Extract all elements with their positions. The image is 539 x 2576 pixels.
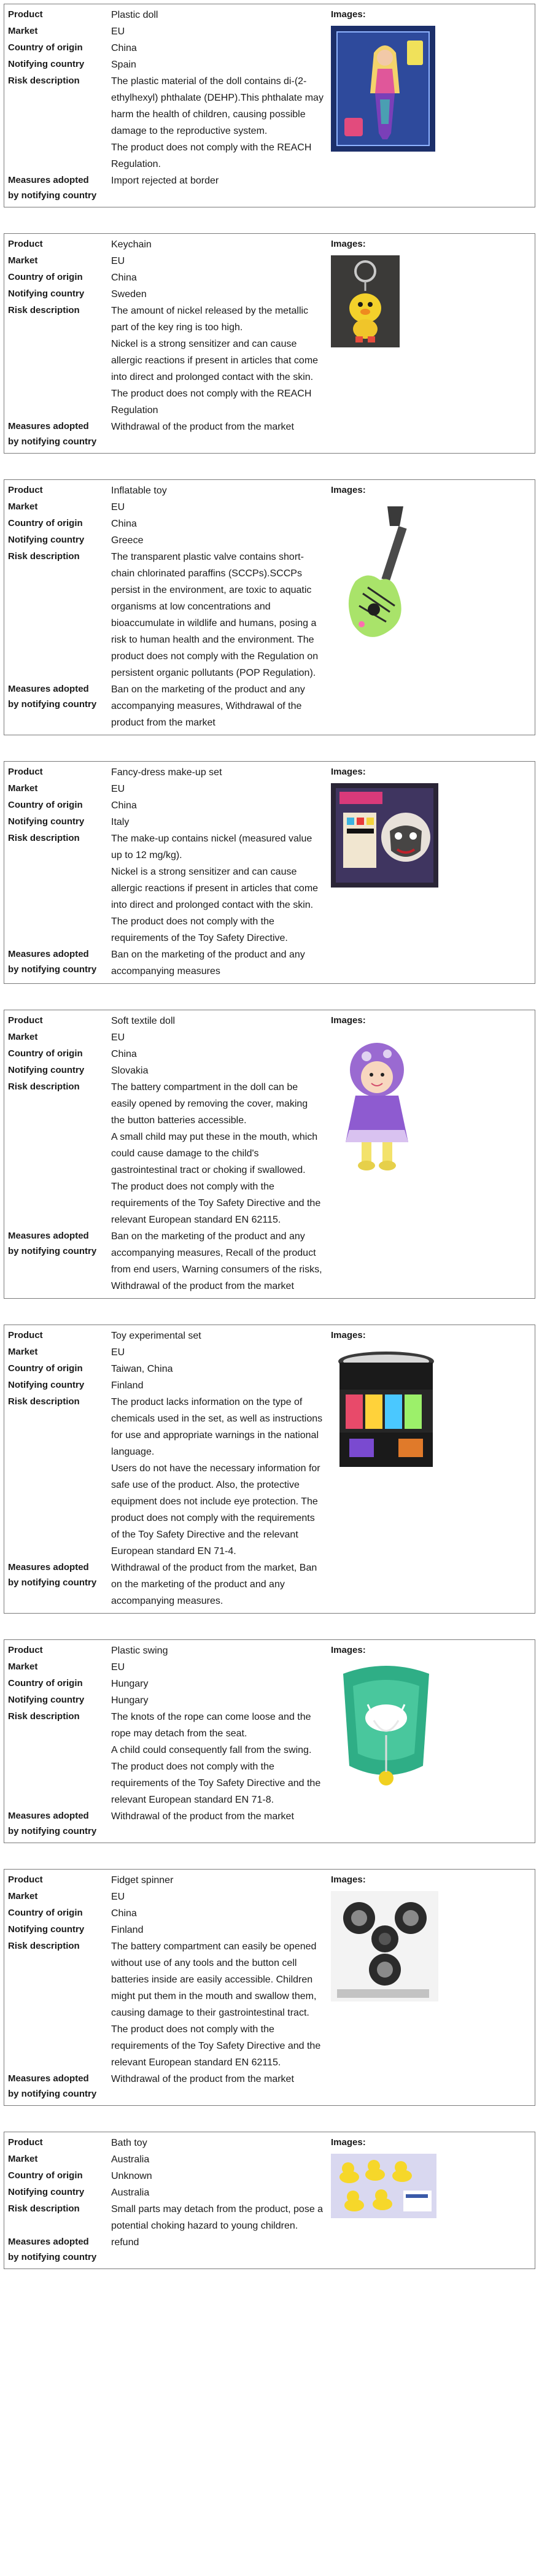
field-label: Notifying country: [8, 1380, 85, 1390]
recall-details: [8, 236, 324, 449]
images-section: [324, 1872, 531, 2102]
images-label: Images:: [331, 767, 366, 777]
field-value: China: [111, 43, 137, 53]
field-value: Withdrawal of the product from the market, Ban on the marketing of the product and any accompanying measures.: [111, 1563, 317, 1606]
field-value: Bath toy: [111, 2138, 147, 2148]
field-row-notifying-country: [8, 286, 324, 303]
field-label: Country of origin: [8, 800, 83, 810]
field-label: Country of origin: [8, 1908, 83, 1918]
field-value: Toy experimental set: [111, 1331, 201, 1341]
images-section: [324, 764, 531, 980]
images-label: Images:: [331, 2137, 366, 2148]
field-label: Product: [8, 1330, 43, 1340]
field-value: Ban on the marketing of the product and any accompanying measures, Recall of the product from end users, Warning consumers of the risks, Withdrawal of the product from the market: [111, 1231, 322, 1291]
field-row-country-of-origin: [8, 1676, 324, 1692]
field-value: Fidget spinner: [111, 1875, 174, 1886]
field-value: EU: [111, 1892, 125, 1902]
field-label: Country of origin: [8, 2170, 83, 2181]
field-label: Country of origin: [8, 518, 83, 528]
field-row-market: [8, 2151, 324, 2168]
keychain-photo: [331, 255, 400, 347]
field-row-measures-adopted-by-notifying-country: [8, 946, 324, 980]
field-row-market: [8, 1889, 324, 1905]
field-label: Product: [8, 1874, 43, 1885]
field-label: Market: [8, 26, 38, 36]
field-label: Risk description: [8, 551, 80, 562]
field-value: Australia: [111, 2187, 150, 2198]
field-label: Market: [8, 501, 38, 512]
field-row-notifying-country: [8, 1922, 324, 1938]
field-value: Import rejected at border: [111, 176, 219, 186]
field-value: Taiwan, China: [111, 1364, 173, 1374]
field-label: Product: [8, 9, 43, 20]
field-value: Withdrawal of the product from the market: [111, 422, 294, 432]
field-row-risk-description: [8, 2201, 324, 2234]
field-label: Measures adopted by notifying country: [8, 175, 97, 201]
recall-card: [4, 1869, 535, 2106]
field-row-measures-adopted-by-notifying-country: [8, 1560, 324, 1609]
images-section: [324, 1013, 531, 1294]
field-row-notifying-country: [8, 532, 324, 549]
recall-details: [8, 764, 324, 980]
field-label: Market: [8, 1347, 38, 1357]
recall-details: [8, 482, 324, 731]
field-value: EU: [111, 502, 125, 512]
field-row-risk-description: [8, 1938, 324, 2071]
field-value: Finland: [111, 1380, 144, 1391]
field-label: Country of origin: [8, 1363, 83, 1374]
field-label: Country of origin: [8, 42, 83, 53]
field-row-country-of-origin: [8, 2168, 324, 2184]
textile-doll-photo: [331, 1032, 423, 1179]
field-value: Greece: [111, 535, 144, 546]
guitar-photo: [331, 501, 423, 649]
product-image: [331, 255, 531, 347]
field-row-measures-adopted-by-notifying-country: [8, 2234, 324, 2265]
recall-details: [8, 1642, 324, 1839]
field-value: China: [111, 1049, 137, 1059]
images-section: [324, 2135, 531, 2265]
field-row-product: [8, 482, 324, 499]
field-label: Product: [8, 1645, 43, 1655]
product-image: [331, 2154, 531, 2218]
field-value: The make-up contains nickel (measured value up to 12 mg/kg). Nickel is a strong sensitizer and can cause allergic reactions if present in articles that come into direct and prolonged contact with the skin. The product does not comply with the requirements of the Toy Safety Directive.: [111, 834, 319, 943]
field-label: Notifying country: [8, 59, 85, 69]
recall-card: [4, 1639, 535, 1843]
field-row-country-of-origin: [8, 269, 324, 286]
field-label: Risk description: [8, 1941, 80, 1951]
field-row-country-of-origin: [8, 1905, 324, 1922]
field-value: Ban on the marketing of the product and any accompanying measures, Withdrawal of the product from the market: [111, 684, 305, 728]
field-label: Country of origin: [8, 272, 83, 282]
field-label: Notifying country: [8, 1695, 85, 1705]
field-value: Soft textile doll: [111, 1016, 176, 1026]
field-label: Risk description: [8, 2203, 80, 2214]
field-row-product: [8, 236, 324, 253]
field-row-risk-description: [8, 73, 324, 172]
recall-card: [4, 761, 535, 984]
field-label: Notifying country: [8, 816, 85, 827]
field-row-risk-description: [8, 1709, 324, 1808]
product-image: [331, 501, 531, 649]
images-section: [324, 236, 531, 449]
field-value: China: [111, 519, 137, 529]
field-row-notifying-country: [8, 1377, 324, 1394]
field-value: The product lacks information on the type of chemicals used in the set, as well as instructions for use and appropriate warnings in the national language. Users do not have the necessary information for safe use of the product. Also, the protective equipment does not include eye protection. The product does not comply with the requirements of the Toy Safety Directive and the relevant European standard EN 71-4.: [111, 1397, 323, 1557]
field-label: Product: [8, 1015, 43, 1026]
images-section: [324, 482, 531, 731]
field-label: Risk description: [8, 1081, 80, 1092]
field-row-product: [8, 764, 324, 781]
field-value: The battery compartment in the doll can be easily opened by removing the cover, making the button batteries accessible. A small child may put these in the mouth, which could cause damage to the child's gastrointestinal tract or choking if swallowed. The product does not comply with the requirements of the Toy Safety Directive and the relevant European standard EN 62115.: [111, 1082, 321, 1225]
recall-card: [4, 1325, 535, 1614]
recall-card: [4, 4, 535, 207]
field-row-notifying-country: [8, 1062, 324, 1079]
field-row-measures-adopted-by-notifying-country: [8, 681, 324, 731]
field-row-measures-adopted-by-notifying-country: [8, 419, 324, 449]
field-row-product: [8, 1328, 324, 1344]
spinner-photo: [331, 1891, 438, 2002]
field-row-market: [8, 1029, 324, 1046]
field-value: refund: [111, 2237, 139, 2248]
field-label: Risk description: [8, 833, 80, 843]
field-row-market: [8, 253, 324, 269]
recall-details: [8, 1328, 324, 1609]
field-label: Product: [8, 239, 43, 249]
field-value: Finland: [111, 1925, 144, 1935]
recall-card: [4, 233, 535, 454]
field-row-measures-adopted-by-notifying-country: [8, 1228, 324, 1294]
field-label: Measures adopted by notifying country: [8, 949, 97, 975]
field-label: Measures adopted by notifying country: [8, 2237, 97, 2262]
field-label: Measures adopted by notifying country: [8, 1562, 97, 1588]
field-row-country-of-origin: [8, 1046, 324, 1062]
field-label: Notifying country: [8, 288, 85, 299]
field-value: Plastic doll: [111, 10, 158, 20]
recall-card: [4, 2132, 535, 2269]
recall-details: [8, 1872, 324, 2102]
field-row-product: [8, 1013, 324, 1029]
field-value: Unknown: [111, 2171, 152, 2181]
product-image: [331, 1347, 531, 1476]
field-label: Product: [8, 2137, 43, 2148]
field-row-product: [8, 1642, 324, 1659]
product-image: [331, 1891, 531, 2002]
field-label: Country of origin: [8, 1048, 83, 1059]
field-value: Keychain: [111, 239, 152, 250]
field-label: Measures adopted by notifying country: [8, 684, 97, 710]
field-row-product: [8, 2135, 324, 2151]
field-label: Notifying country: [8, 1924, 85, 1935]
field-value: Withdrawal of the product from the market: [111, 1811, 294, 1822]
field-row-market: [8, 499, 324, 516]
field-label: Risk description: [8, 75, 80, 86]
field-label: Risk description: [8, 1711, 80, 1722]
field-value: Australia: [111, 2154, 150, 2165]
field-value: Withdrawal of the product from the market: [111, 2074, 294, 2084]
images-label: Images:: [331, 485, 366, 495]
crystal-jar-photo: [331, 1347, 441, 1476]
field-value: Hungary: [111, 1679, 149, 1689]
field-value: China: [111, 800, 137, 811]
doll-photo: [331, 26, 435, 152]
makeup-photo: [331, 783, 438, 888]
field-row-risk-description: [8, 830, 324, 946]
recall-details: [8, 2135, 324, 2265]
field-value: Sweden: [111, 289, 147, 300]
images-label: Images:: [331, 1330, 366, 1340]
field-row-notifying-country: [8, 1692, 324, 1709]
field-value: The transparent plastic valve contains short-chain chlorinated paraffins (SCCPs).SCCPs persist in the environment, are toxic to aquatic organisms at low concentrations and bioaccumulate in wildlife and humans, posing a risk to human health and the environment. The product does not comply with the Regulation on persistent organic pollutants (POP Regulation).: [111, 552, 319, 678]
field-label: Risk description: [8, 1396, 80, 1407]
product-image: [331, 1032, 531, 1179]
field-row-country-of-origin: [8, 516, 324, 532]
field-row-measures-adopted-by-notifying-country: [8, 2071, 324, 2102]
bath-ducks-photo: [331, 2154, 436, 2218]
field-label: Market: [8, 783, 38, 794]
field-value: Inflatable toy: [111, 485, 167, 496]
field-label: Notifying country: [8, 2187, 85, 2197]
field-value: EU: [111, 1347, 125, 1358]
recall-card: [4, 1010, 535, 1299]
field-label: Market: [8, 1661, 38, 1672]
field-label: Product: [8, 767, 43, 777]
field-label: Measures adopted by notifying country: [8, 1811, 97, 1836]
recall-details: [8, 1013, 324, 1294]
product-image: [331, 783, 531, 888]
images-label: Images:: [331, 1015, 366, 1026]
field-label: Risk description: [8, 305, 80, 315]
field-label: Measures adopted by notifying country: [8, 1231, 97, 1256]
field-value: Ban on the marketing of the product and any accompanying measures: [111, 950, 305, 977]
field-row-country-of-origin: [8, 797, 324, 814]
field-row-notifying-country: [8, 2184, 324, 2201]
field-label: Country of origin: [8, 1678, 83, 1688]
field-row-product: [8, 1872, 324, 1889]
field-row-market: [8, 1344, 324, 1361]
field-value: The knots of the rope can come loose and the rope may detach from the seat. A child could consequently fall from the swing. The product does not comply with the requirements of the Toy Safety Directive and the relevant European standard EN 71-8.: [111, 1712, 321, 1805]
field-value: China: [111, 273, 137, 283]
field-value: Fancy-dress make-up set: [111, 767, 222, 778]
images-label: Images:: [331, 9, 366, 20]
field-value: The plastic material of the doll contains di-(2-ethylhexyl) phthalate (DEHP).This phthalate may harm the health of children, causing possible damage to the reproductive system. The product does not comply with the REACH Regulation.: [111, 76, 324, 169]
field-value: EU: [111, 1662, 125, 1673]
field-row-country-of-origin: [8, 40, 324, 56]
field-value: The battery compartment can easily be opened without use of any tools and the button cell batteries inside are easily accessible. Children might put them in the mouth and swallow them, causing damage to their gastrointestinal tract. The product does not comply with the requirements of the Toy Safety Directive and the relevant European standard EN 62115.: [111, 1941, 321, 2068]
field-label: Notifying country: [8, 535, 85, 545]
field-label: Market: [8, 1032, 38, 1042]
images-section: [324, 1328, 531, 1609]
images-section: [324, 1642, 531, 1839]
field-label: Notifying country: [8, 1065, 85, 1075]
field-label: Market: [8, 255, 38, 266]
field-value: Hungary: [111, 1695, 149, 1706]
field-label: Product: [8, 485, 43, 495]
field-row-notifying-country: [8, 56, 324, 73]
field-value: Slovakia: [111, 1066, 149, 1076]
field-row-measures-adopted-by-notifying-country: [8, 1808, 324, 1839]
images-section: [324, 7, 531, 203]
images-label: Images:: [331, 239, 366, 249]
images-label: Images:: [331, 1645, 366, 1655]
field-value: Plastic swing: [111, 1646, 168, 1656]
field-value: The amount of nickel released by the metallic part of the key ring is too high. Nickel is a strong sensitizer and can cause allergic reactions if present in articles that come into direct and prolonged contact with the skin. The product does not comply with the REACH Regulation: [111, 306, 319, 416]
recall-card: [4, 479, 535, 735]
field-label: Measures adopted by notifying country: [8, 421, 97, 447]
field-row-risk-description: [8, 549, 324, 681]
field-row-risk-description: [8, 1079, 324, 1228]
field-row-market: [8, 23, 324, 40]
field-value: Italy: [111, 817, 130, 827]
field-label: Measures adopted by notifying country: [8, 2073, 97, 2099]
swing-photo: [331, 1661, 441, 1804]
field-row-measures-adopted-by-notifying-country: [8, 172, 324, 203]
field-row-risk-description: [8, 303, 324, 419]
field-value: China: [111, 1908, 137, 1919]
field-label: Market: [8, 1891, 38, 1901]
field-value: EU: [111, 1032, 125, 1043]
field-row-risk-description: [8, 1394, 324, 1560]
product-image: [331, 26, 531, 152]
field-row-market: [8, 781, 324, 797]
field-row-country-of-origin: [8, 1361, 324, 1377]
field-label: Market: [8, 2154, 38, 2164]
field-value: EU: [111, 784, 125, 794]
field-value: Spain: [111, 60, 136, 70]
field-value: EU: [111, 26, 125, 37]
product-image: [331, 1661, 531, 1804]
images-label: Images:: [331, 1874, 366, 1885]
field-value: EU: [111, 256, 125, 266]
field-value: Small parts may detach from the product, pose a potential choking hazard to young children.: [111, 2204, 324, 2231]
field-row-market: [8, 1659, 324, 1676]
recall-details: [8, 7, 324, 203]
field-row-notifying-country: [8, 814, 324, 830]
field-row-product: [8, 7, 324, 23]
